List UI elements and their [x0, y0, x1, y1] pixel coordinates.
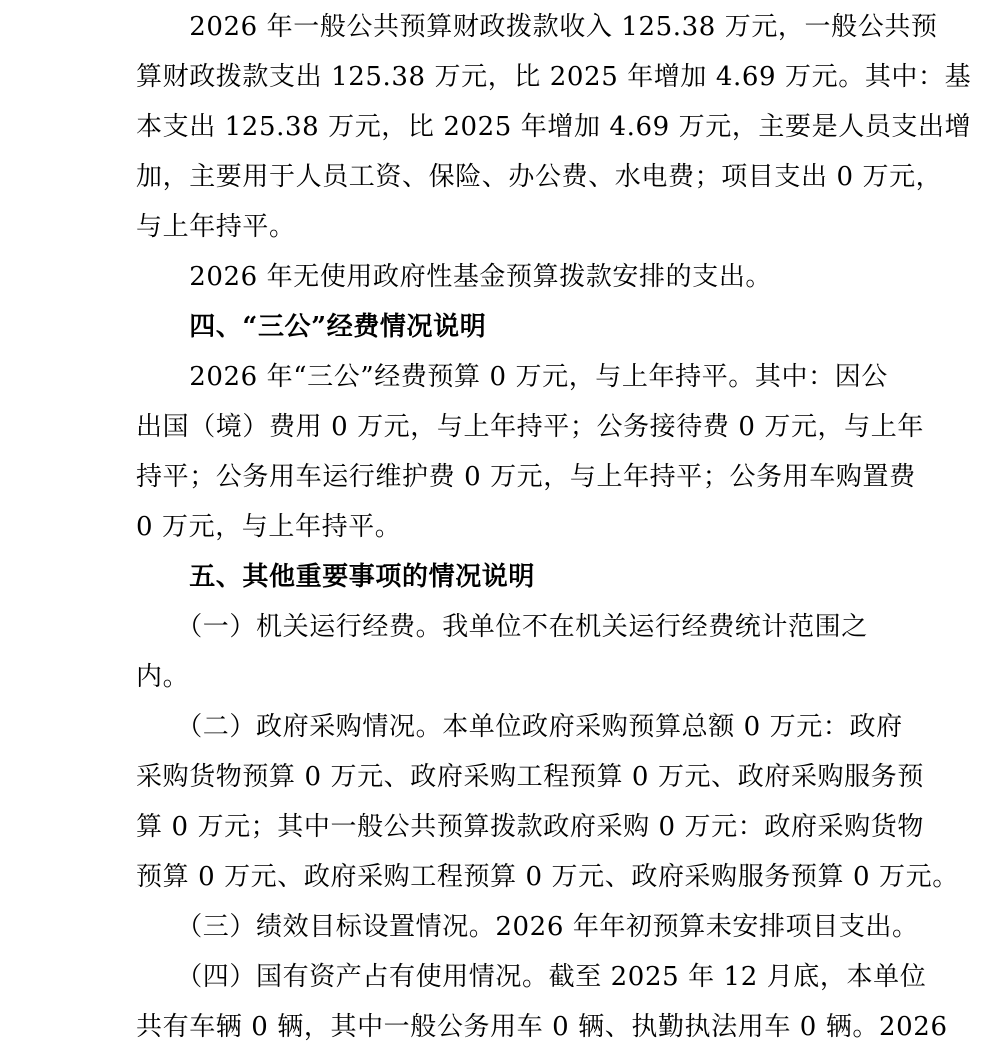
paragraph-line: 预算 0 万元、政府采购工程预算 0 万元、政府采购服务预算 0 万元。 [136, 862, 959, 892]
paragraph-line: 算财政拨款支出 125.38 万元，比 2025 年增加 4.69 万元。其中：基 [136, 62, 972, 92]
paragraph-line: 内。 [136, 662, 190, 692]
paragraph-line: （二）政府采购情况。本单位政府采购预算总额 0 万元：政府 [136, 712, 903, 742]
paragraph-line: （三）绩效目标设置情况。2026 年年初预算未安排项目支出。 [136, 912, 919, 942]
section-heading-sangong: 四、“三公”经费情况说明 [136, 312, 487, 342]
paragraph-line: 2026 年无使用政府性基金预算拨款安排的支出。 [136, 262, 773, 292]
paragraph-line: 出国（境）费用 0 万元，与上年持平；公务接待费 0 万元，与上年 [136, 412, 924, 442]
paragraph-line: 加，主要用于人员工资、保险、办公费、水电费；项目支出 0 万元， [136, 162, 943, 192]
paragraph-line: 采购货物预算 0 万元、政府采购工程预算 0 万元、政府采购服务预 [136, 762, 924, 792]
paragraph-line: （一）机关运行经费。我单位不在机关运行经费统计范围之 [136, 612, 868, 642]
paragraph-line: 2026 年“三公”经费预算 0 万元，与上年持平。其中：因公 [136, 362, 888, 392]
paragraph-line: 2026 年一般公共预算财政拨款收入 125.38 万元，一般公共预 [136, 12, 938, 42]
paragraph-line: （四）国有资产占有使用情况。截至 2025 年 12 月底，本单位 [136, 962, 927, 992]
paragraph-line: 算 0 万元；其中一般公共预算拨款政府采购 0 万元：政府采购货物 [136, 812, 924, 842]
section-heading-other-matters: 五、其他重要事项的情况说明 [136, 562, 536, 592]
paragraph-line: 本支出 125.38 万元，比 2025 年增加 4.69 万元，主要是人员支出增 [136, 112, 972, 142]
paragraph-line: 持平；公务用车运行维护费 0 万元，与上年持平；公务用车购置费 [136, 462, 916, 492]
paragraph-line: 0 万元，与上年持平。 [136, 512, 402, 542]
paragraph-line: 共有车辆 0 辆，其中一般公务用车 0 辆、执勤执法用车 0 辆。2026 [136, 1012, 948, 1042]
paragraph-line: 与上年持平。 [136, 212, 296, 242]
